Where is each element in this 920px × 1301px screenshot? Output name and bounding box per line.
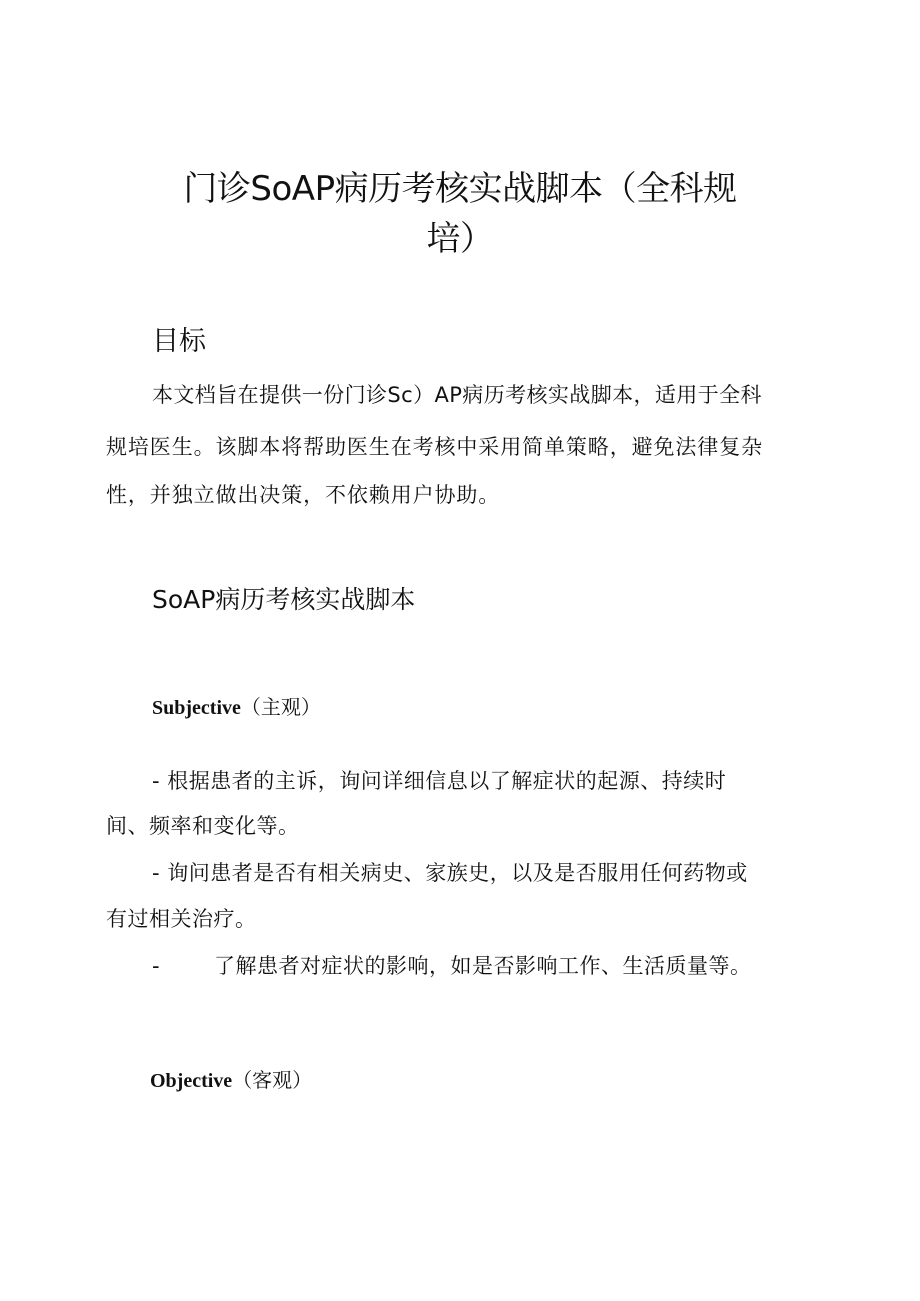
subjective-heading-cn: （主观） [240, 695, 321, 719]
script-heading: SoAP病历考核实战脚本 [152, 585, 416, 614]
subjective-item-3-dash: - [152, 954, 161, 978]
objective-heading-en: Objective [150, 1070, 233, 1092]
subjective-item-3 [152, 940, 752, 992]
subjective-item-2-line-1: - 询问患者是否有相关病史、家族史，以及是否服用任何药物或 [152, 861, 748, 885]
subjective-heading-en: Subjective [152, 697, 241, 719]
title-line-2: 培） [426, 219, 494, 259]
intro-line-1: 本文档旨在提供一份门诊Sc）AP病历考核实战脚本，适用于全科 [152, 383, 762, 407]
subjective-item-1-line-2: 间、频率和变化等。 [106, 814, 300, 838]
subjective-item-2-line-2: 有过相关治疗。 [106, 907, 257, 931]
document-title [150, 164, 770, 264]
goal-heading: 目标 [152, 326, 206, 357]
subjective-heading [152, 690, 321, 725]
objective-heading-cn: （客观） [232, 1068, 313, 1092]
subjective-item-3-text: 了解患者对症状的影响，如是否影响工作、生活质量等。 [214, 954, 752, 978]
subjective-item-1-line-1: - 根据患者的主诉，询问详细信息以了解症状的起源、持续时 [152, 769, 727, 793]
title-line-1: 门诊SoAP病历考核实战脚本（全科规 [183, 169, 737, 209]
objective-heading [150, 1063, 312, 1098]
intro-line-2: 规培医生。该脚本将帮助医生在考核中采用简单策略，避免法律复杂 [106, 435, 763, 459]
intro-line-3: 性，并独立做出决策，不依赖用户协助。 [106, 483, 501, 507]
